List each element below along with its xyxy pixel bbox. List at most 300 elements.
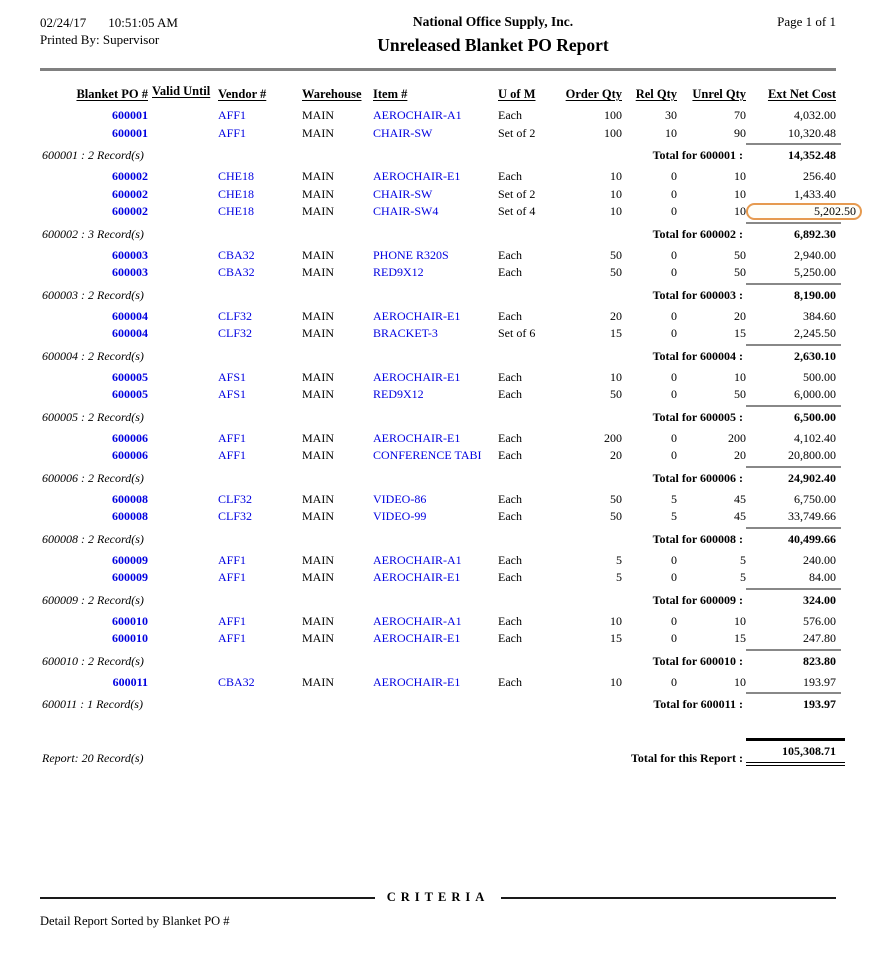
blanket-po-link[interactable]: 600003 bbox=[112, 247, 148, 262]
blanket-po-link[interactable]: 600004 bbox=[112, 308, 148, 323]
unrel-qty-cell: 10 bbox=[734, 204, 746, 218]
table-row bbox=[40, 125, 836, 143]
group-total-label: Total for 600004 : bbox=[652, 348, 743, 363]
valid-until-cell bbox=[148, 203, 215, 221]
rel-qty-cell: 0 bbox=[671, 326, 677, 340]
table-row bbox=[40, 386, 836, 404]
vendor-link[interactable]: AFS1 bbox=[218, 387, 247, 401]
blanket-po-link[interactable]: 600001 bbox=[112, 108, 148, 122]
warehouse-cell: MAIN bbox=[302, 552, 334, 567]
blanket-po-link[interactable]: 600006 bbox=[112, 448, 148, 462]
unrel-qty-cell: 5 bbox=[740, 570, 746, 584]
unrel-qty-cell: 10 bbox=[734, 369, 746, 384]
unrel-qty-cell: 90 bbox=[734, 125, 746, 140]
blanket-po-link[interactable]: 600003 bbox=[112, 265, 148, 279]
warehouse-cell: MAIN bbox=[302, 169, 334, 183]
unrel-qty-cell: 45 bbox=[734, 491, 746, 506]
blanket-po-link[interactable]: 600011 bbox=[112, 674, 148, 689]
valid-until-cell bbox=[148, 369, 215, 387]
order-qty-cell: 200 bbox=[604, 430, 622, 445]
unrel-qty-cell: 10 bbox=[734, 186, 746, 201]
po-group bbox=[40, 491, 836, 547]
warehouse-cell: MAIN bbox=[302, 369, 334, 384]
po-group bbox=[40, 247, 836, 303]
group-record-count: 600011 : 1 Record(s) bbox=[42, 697, 143, 711]
group-total-label: Total for 600001 : bbox=[652, 148, 743, 162]
blanket-po-link[interactable]: 600009 bbox=[112, 552, 148, 567]
group-record-count: 600005 : 2 Record(s) bbox=[42, 409, 144, 424]
table-row bbox=[40, 569, 836, 587]
warehouse-cell: MAIN bbox=[302, 108, 334, 122]
uom-cell: Each bbox=[498, 369, 522, 384]
valid-until-cell bbox=[148, 447, 215, 465]
col-header-rel-qty: Rel Qty bbox=[635, 87, 677, 101]
uom-cell: Each bbox=[498, 674, 522, 689]
vendor-link[interactable]: CBA32 bbox=[218, 674, 255, 689]
rel-qty-cell: 0 bbox=[671, 369, 677, 384]
rel-qty-cell: 0 bbox=[671, 552, 677, 567]
report-record-count: Report: 20 Record(s) bbox=[42, 751, 144, 765]
po-group bbox=[40, 369, 836, 425]
warehouse-cell: MAIN bbox=[302, 430, 334, 445]
po-group bbox=[40, 552, 836, 608]
blanket-po-link[interactable]: 600005 bbox=[112, 369, 148, 384]
group-total-label: Total for 600003 : bbox=[652, 287, 743, 302]
ext-net-cost-cell: 5,250.00 bbox=[794, 265, 836, 279]
warehouse-cell: MAIN bbox=[302, 674, 334, 689]
criteria-line-left bbox=[40, 897, 375, 899]
ext-net-cost-cell: 1,433.40 bbox=[794, 186, 836, 201]
order-qty-cell: 20 bbox=[610, 448, 622, 462]
valid-until-cell bbox=[148, 107, 215, 125]
group-total-amount: 823.80 bbox=[746, 649, 841, 669]
po-group bbox=[40, 107, 836, 163]
item-link[interactable]: AEROCHAIR-E1 bbox=[373, 169, 461, 183]
warehouse-cell: MAIN bbox=[302, 265, 334, 279]
po-group bbox=[40, 168, 856, 242]
item-link[interactable]: VIDEO-99 bbox=[373, 509, 427, 523]
order-qty-cell: 5 bbox=[616, 552, 622, 567]
valid-until-cell bbox=[148, 674, 215, 692]
table-row bbox=[40, 247, 836, 265]
criteria-text: Detail Report Sorted by Blanket PO # bbox=[40, 914, 230, 928]
print-time: 10:51:05 AM bbox=[108, 15, 178, 30]
rel-qty-cell: 0 bbox=[671, 247, 677, 262]
group-total-label: Total for 600005 : bbox=[652, 409, 743, 424]
group-total-amount: 193.97 bbox=[746, 692, 841, 712]
order-qty-cell: 50 bbox=[610, 265, 622, 279]
item-link[interactable]: RED9X12 bbox=[373, 265, 424, 279]
po-group bbox=[40, 674, 836, 713]
rel-qty-cell: 0 bbox=[671, 448, 677, 462]
ext-net-cost-cell: 256.40 bbox=[803, 169, 836, 183]
group-total-amount: 6,500.00 bbox=[746, 405, 841, 425]
ext-net-cost-cell: 33,749.66 bbox=[788, 509, 836, 523]
order-qty-cell: 50 bbox=[610, 247, 622, 262]
order-qty-cell: 10 bbox=[610, 613, 622, 628]
vendor-link[interactable]: AFF1 bbox=[218, 613, 247, 628]
vendor-link[interactable]: CHE18 bbox=[218, 186, 254, 201]
group-total-row bbox=[40, 649, 836, 669]
valid-until-cell bbox=[148, 552, 215, 570]
group-record-count: 600001 : 2 Record(s) bbox=[42, 148, 144, 162]
warehouse-cell: MAIN bbox=[302, 308, 334, 323]
valid-until-cell bbox=[148, 613, 215, 631]
rel-qty-cell: 0 bbox=[671, 186, 677, 201]
blanket-po-link[interactable]: 600004 bbox=[112, 326, 148, 340]
group-total-amount: 324.00 bbox=[746, 588, 841, 608]
item-link[interactable]: AEROCHAIR-A1 bbox=[373, 108, 462, 122]
vendor-link[interactable]: AFF1 bbox=[218, 448, 247, 462]
vendor-link[interactable]: AFF1 bbox=[218, 552, 247, 567]
group-total-label: Total for 600011 : bbox=[653, 697, 743, 711]
group-total-label: Total for 600008 : bbox=[652, 531, 743, 546]
group-record-count: 600008 : 2 Record(s) bbox=[42, 531, 144, 546]
col-header-blanket-po: Blanket PO # bbox=[76, 87, 148, 101]
blanket-po-link[interactable]: 600009 bbox=[112, 570, 148, 584]
order-qty-cell: 10 bbox=[610, 186, 622, 201]
uom-cell: Each bbox=[498, 631, 522, 645]
header-center bbox=[270, 14, 716, 56]
unrel-qty-cell: 10 bbox=[734, 613, 746, 628]
uom-cell: Each bbox=[498, 491, 522, 506]
rel-qty-cell: 0 bbox=[671, 387, 677, 401]
vendor-link[interactable]: CHE18 bbox=[218, 169, 254, 183]
unrel-qty-cell: 15 bbox=[734, 631, 746, 645]
warehouse-cell: MAIN bbox=[302, 204, 334, 218]
item-link[interactable]: AEROCHAIR-A1 bbox=[373, 552, 462, 567]
blanket-po-link[interactable]: 600008 bbox=[112, 491, 148, 506]
uom-cell: Each bbox=[498, 169, 522, 183]
blanket-po-link[interactable]: 600005 bbox=[112, 387, 148, 401]
table-row bbox=[40, 430, 836, 448]
valid-until-cell bbox=[148, 386, 215, 404]
warehouse-cell: MAIN bbox=[302, 387, 334, 401]
order-qty-cell: 50 bbox=[610, 509, 622, 523]
rel-qty-cell: 0 bbox=[671, 308, 677, 323]
print-datetime bbox=[40, 14, 270, 31]
criteria-divider bbox=[40, 890, 836, 905]
uom-cell: Set of 2 bbox=[498, 125, 536, 140]
report-header bbox=[40, 0, 836, 64]
order-qty-cell: 15 bbox=[610, 326, 622, 340]
uom-cell: Each bbox=[498, 509, 522, 523]
col-header-unrel-qty: Unrel Qty bbox=[692, 87, 746, 101]
valid-until-cell bbox=[148, 630, 215, 648]
group-total-label: Total for 600002 : bbox=[652, 226, 743, 241]
order-qty-cell: 50 bbox=[610, 491, 622, 506]
item-link[interactable]: AEROCHAIR-E1 bbox=[373, 631, 461, 645]
unrel-qty-cell: 50 bbox=[734, 247, 746, 262]
vendor-link[interactable]: CLF32 bbox=[218, 509, 253, 523]
column-headers bbox=[40, 86, 836, 102]
page-number: Page 1 of 1 bbox=[777, 14, 836, 29]
ext-net-cost-cell: 384.60 bbox=[803, 308, 836, 323]
rel-qty-cell: 30 bbox=[665, 108, 677, 122]
report-title: Unreleased Blanket PO Report bbox=[377, 35, 609, 55]
valid-until-cell bbox=[148, 430, 215, 448]
unrel-qty-cell: 200 bbox=[728, 430, 746, 445]
vendor-link[interactable]: CHE18 bbox=[218, 204, 254, 218]
report-body bbox=[40, 107, 856, 712]
valid-until-cell bbox=[148, 125, 215, 143]
table-row bbox=[40, 107, 836, 125]
order-qty-cell: 50 bbox=[610, 387, 622, 401]
item-link[interactable]: AEROCHAIR-A1 bbox=[373, 613, 462, 628]
col-header-valid-until: Valid Until bbox=[152, 84, 211, 98]
order-qty-cell: 100 bbox=[604, 108, 622, 122]
uom-cell: Each bbox=[498, 308, 522, 323]
valid-until-cell bbox=[148, 508, 215, 526]
col-header-warehouse: Warehouse bbox=[302, 87, 362, 101]
table-row bbox=[40, 369, 836, 387]
table-row bbox=[40, 203, 856, 221]
col-header-ext-net-cost: Ext Net Cost bbox=[767, 87, 836, 101]
table-row bbox=[40, 308, 836, 326]
ext-net-cost-cell: 500.00 bbox=[803, 369, 836, 384]
rel-qty-cell: 0 bbox=[671, 204, 677, 218]
order-qty-cell: 10 bbox=[610, 369, 622, 384]
group-total-row bbox=[40, 143, 836, 163]
group-total-amount: 8,190.00 bbox=[746, 283, 841, 303]
vendor-link[interactable]: AFF1 bbox=[218, 570, 247, 584]
rel-qty-cell: 0 bbox=[671, 613, 677, 628]
table-row bbox=[40, 630, 836, 648]
vendor-link[interactable]: CBA32 bbox=[218, 265, 255, 279]
valid-until-cell bbox=[148, 168, 215, 186]
table-row bbox=[40, 168, 836, 186]
ext-net-cost-cell: 4,102.40 bbox=[794, 430, 836, 445]
blanket-po-link[interactable]: 600008 bbox=[112, 509, 148, 523]
vendor-link[interactable]: AFF1 bbox=[218, 125, 247, 140]
ext-net-cost-cell: 10,320.48 bbox=[788, 125, 836, 140]
vendor-link[interactable]: AFF1 bbox=[218, 430, 247, 445]
blanket-po-link[interactable]: 600001 bbox=[112, 125, 148, 140]
rel-qty-cell: 5 bbox=[671, 491, 677, 506]
item-link[interactable]: AEROCHAIR-E1 bbox=[373, 369, 461, 384]
unrel-qty-cell: 20 bbox=[734, 448, 746, 462]
uom-cell: Each bbox=[498, 448, 522, 462]
vendor-link[interactable]: CLF32 bbox=[218, 308, 253, 323]
valid-until-cell bbox=[148, 247, 215, 265]
item-link[interactable]: AEROCHAIR-E1 bbox=[373, 430, 461, 445]
unrel-qty-cell: 70 bbox=[734, 108, 746, 122]
po-group bbox=[40, 613, 836, 669]
group-total-row bbox=[40, 222, 836, 242]
group-record-count: 600010 : 2 Record(s) bbox=[42, 653, 144, 668]
item-link[interactable]: VIDEO-86 bbox=[373, 491, 427, 506]
item-link[interactable]: CHAIR-SW bbox=[373, 125, 433, 140]
uom-cell: Each bbox=[498, 570, 522, 584]
unrel-qty-cell: 10 bbox=[734, 169, 746, 183]
table-row bbox=[40, 491, 836, 509]
valid-until-cell bbox=[148, 308, 215, 326]
ext-net-cost-cell: 2,245.50 bbox=[794, 326, 836, 340]
criteria-section bbox=[40, 890, 836, 929]
printed-by: Printed By: Supervisor bbox=[40, 32, 160, 47]
uom-cell: Each bbox=[498, 430, 522, 445]
warehouse-cell: MAIN bbox=[302, 491, 334, 506]
group-total-row bbox=[40, 283, 836, 303]
print-date: 02/24/17 bbox=[40, 15, 87, 30]
uom-cell: Set of 4 bbox=[498, 204, 536, 218]
warehouse-cell: MAIN bbox=[302, 613, 334, 628]
valid-until-cell bbox=[148, 491, 215, 509]
header-left bbox=[40, 14, 270, 48]
uom-cell: Each bbox=[498, 247, 522, 262]
warehouse-cell: MAIN bbox=[302, 186, 334, 201]
vendor-link[interactable]: CLF32 bbox=[218, 491, 253, 506]
po-group bbox=[40, 308, 836, 364]
group-total-label: Total for 600009 : bbox=[652, 592, 743, 607]
vendor-link[interactable]: AFS1 bbox=[218, 369, 247, 384]
col-header-item: Item # bbox=[373, 87, 408, 101]
group-total-amount: 40,499.66 bbox=[746, 527, 841, 547]
rel-qty-cell: 0 bbox=[671, 631, 677, 645]
group-record-count: 600002 : 3 Record(s) bbox=[42, 226, 144, 241]
unrel-qty-cell: 10 bbox=[734, 674, 746, 689]
order-qty-cell: 20 bbox=[610, 308, 622, 323]
rel-qty-cell: 0 bbox=[671, 265, 677, 279]
criteria-line-right bbox=[501, 897, 836, 899]
uom-cell: Each bbox=[498, 552, 522, 567]
report-total-row bbox=[40, 738, 836, 766]
table-row bbox=[40, 264, 836, 282]
item-link[interactable]: AEROCHAIR-E1 bbox=[373, 674, 461, 689]
rel-qty-cell: 5 bbox=[671, 509, 677, 523]
ext-net-cost-cell: 6,750.00 bbox=[794, 491, 836, 506]
vendor-link[interactable]: CBA32 bbox=[218, 247, 255, 262]
group-total-row bbox=[40, 405, 836, 425]
group-total-amount: 2,630.10 bbox=[746, 344, 841, 364]
rel-qty-cell: 0 bbox=[671, 169, 677, 183]
order-qty-cell: 5 bbox=[616, 570, 622, 584]
unrel-qty-cell: 50 bbox=[734, 387, 746, 401]
blanket-po-link[interactable]: 600010 bbox=[112, 613, 148, 628]
uom-cell: Each bbox=[498, 613, 522, 628]
item-link[interactable]: CONFERENCE TABI bbox=[373, 448, 482, 462]
ext-net-cost-cell: 193.97 bbox=[803, 674, 836, 689]
group-record-count: 600004 : 2 Record(s) bbox=[42, 348, 144, 363]
ext-net-cost-cell: 2,940.00 bbox=[794, 247, 836, 262]
uom-cell: Each bbox=[498, 108, 522, 122]
criteria-heading: CRITERIA bbox=[386, 890, 490, 904]
rel-qty-cell: 0 bbox=[671, 570, 677, 584]
group-record-count: 600006 : 2 Record(s) bbox=[42, 470, 144, 485]
group-total-amount: 6,892.30 bbox=[746, 222, 841, 242]
warehouse-cell: MAIN bbox=[302, 631, 334, 645]
ext-net-cost-cell: 20,800.00 bbox=[788, 448, 836, 462]
ext-net-cost-cell: 576.00 bbox=[803, 613, 836, 628]
ext-net-cost-cell: 247.80 bbox=[803, 631, 836, 645]
col-header-vendor: Vendor # bbox=[218, 87, 267, 101]
valid-until-cell bbox=[148, 186, 215, 204]
group-total-label: Total for 600010 : bbox=[652, 653, 743, 668]
group-record-count: 600003 : 2 Record(s) bbox=[42, 287, 144, 302]
item-link[interactable]: CHAIR-SW4 bbox=[373, 204, 439, 218]
col-header-uom: U of M bbox=[498, 87, 536, 101]
order-qty-cell: 10 bbox=[610, 169, 622, 183]
warehouse-cell: MAIN bbox=[302, 247, 334, 262]
blanket-po-link[interactable]: 600002 bbox=[112, 204, 148, 218]
table-row bbox=[40, 325, 836, 343]
unrel-qty-cell: 15 bbox=[734, 326, 746, 340]
item-link[interactable]: PHONE R320S bbox=[373, 247, 449, 262]
unrel-qty-cell: 45 bbox=[734, 509, 746, 523]
warehouse-cell: MAIN bbox=[302, 125, 334, 140]
group-total-row bbox=[40, 527, 836, 547]
item-link[interactable]: CHAIR-SW bbox=[373, 186, 433, 201]
unrel-qty-cell: 50 bbox=[734, 265, 746, 279]
po-group bbox=[40, 430, 836, 486]
blanket-po-link[interactable]: 600002 bbox=[112, 169, 148, 183]
warehouse-cell: MAIN bbox=[302, 509, 334, 523]
unrel-qty-cell: 5 bbox=[740, 552, 746, 567]
item-link[interactable]: AEROCHAIR-E1 bbox=[373, 570, 461, 584]
order-qty-cell: 10 bbox=[610, 674, 622, 689]
vendor-link[interactable]: AFF1 bbox=[218, 631, 247, 645]
report-total-label: Total for this Report : bbox=[631, 751, 743, 765]
ext-net-cost-cell: 6,000.00 bbox=[794, 387, 836, 401]
group-total-label: Total for 600006 : bbox=[652, 470, 743, 485]
blanket-po-link[interactable]: 600002 bbox=[112, 186, 148, 201]
unrel-qty-cell: 20 bbox=[734, 308, 746, 323]
group-total-row bbox=[40, 692, 836, 712]
group-total-amount: 14,352.48 bbox=[746, 143, 841, 163]
vendor-link[interactable]: AFF1 bbox=[218, 108, 247, 122]
report-total-amount: 105,308.71 bbox=[746, 738, 845, 766]
uom-cell: Each bbox=[498, 387, 522, 401]
group-total-row bbox=[40, 588, 836, 608]
highlighted-cost-cell[interactable]: 5,202.50 bbox=[746, 203, 862, 220]
table-row bbox=[40, 674, 836, 692]
table-row bbox=[40, 186, 836, 204]
header-divider bbox=[40, 68, 836, 71]
item-link[interactable]: AEROCHAIR-E1 bbox=[373, 308, 461, 323]
vendor-link[interactable]: CLF32 bbox=[218, 326, 253, 340]
company-name: National Office Supply, Inc. bbox=[412, 14, 574, 29]
uom-cell: Set of 6 bbox=[498, 326, 536, 340]
col-header-order-qty: Order Qty bbox=[565, 87, 622, 101]
table-row bbox=[40, 508, 836, 526]
ext-net-cost-cell: 4,032.00 bbox=[794, 108, 836, 122]
table-row bbox=[40, 447, 836, 465]
order-qty-cell: 100 bbox=[604, 125, 622, 140]
rel-qty-cell: 0 bbox=[671, 674, 677, 689]
valid-until-cell bbox=[148, 264, 215, 282]
item-link[interactable]: BRACKET-3 bbox=[373, 326, 438, 340]
warehouse-cell: MAIN bbox=[302, 448, 334, 462]
rel-qty-cell: 0 bbox=[671, 430, 677, 445]
valid-until-cell bbox=[148, 569, 215, 587]
warehouse-cell: MAIN bbox=[302, 570, 334, 584]
ext-net-cost-cell: 84.00 bbox=[809, 570, 836, 584]
group-total-row bbox=[40, 344, 836, 364]
order-qty-cell: 10 bbox=[610, 204, 622, 218]
order-qty-cell: 15 bbox=[610, 631, 622, 645]
uom-cell: Set of 2 bbox=[498, 186, 536, 201]
group-total-amount: 24,902.40 bbox=[746, 466, 841, 486]
valid-until-cell bbox=[148, 325, 215, 343]
item-link[interactable]: RED9X12 bbox=[373, 387, 424, 401]
rel-qty-cell: 10 bbox=[665, 125, 677, 140]
table-row bbox=[40, 552, 836, 570]
blanket-po-link[interactable]: 600010 bbox=[112, 631, 148, 645]
warehouse-cell: MAIN bbox=[302, 326, 334, 340]
blanket-po-link[interactable]: 600006 bbox=[112, 430, 148, 445]
ext-net-cost-cell: 240.00 bbox=[803, 552, 836, 567]
group-record-count: 600009 : 2 Record(s) bbox=[42, 592, 144, 607]
